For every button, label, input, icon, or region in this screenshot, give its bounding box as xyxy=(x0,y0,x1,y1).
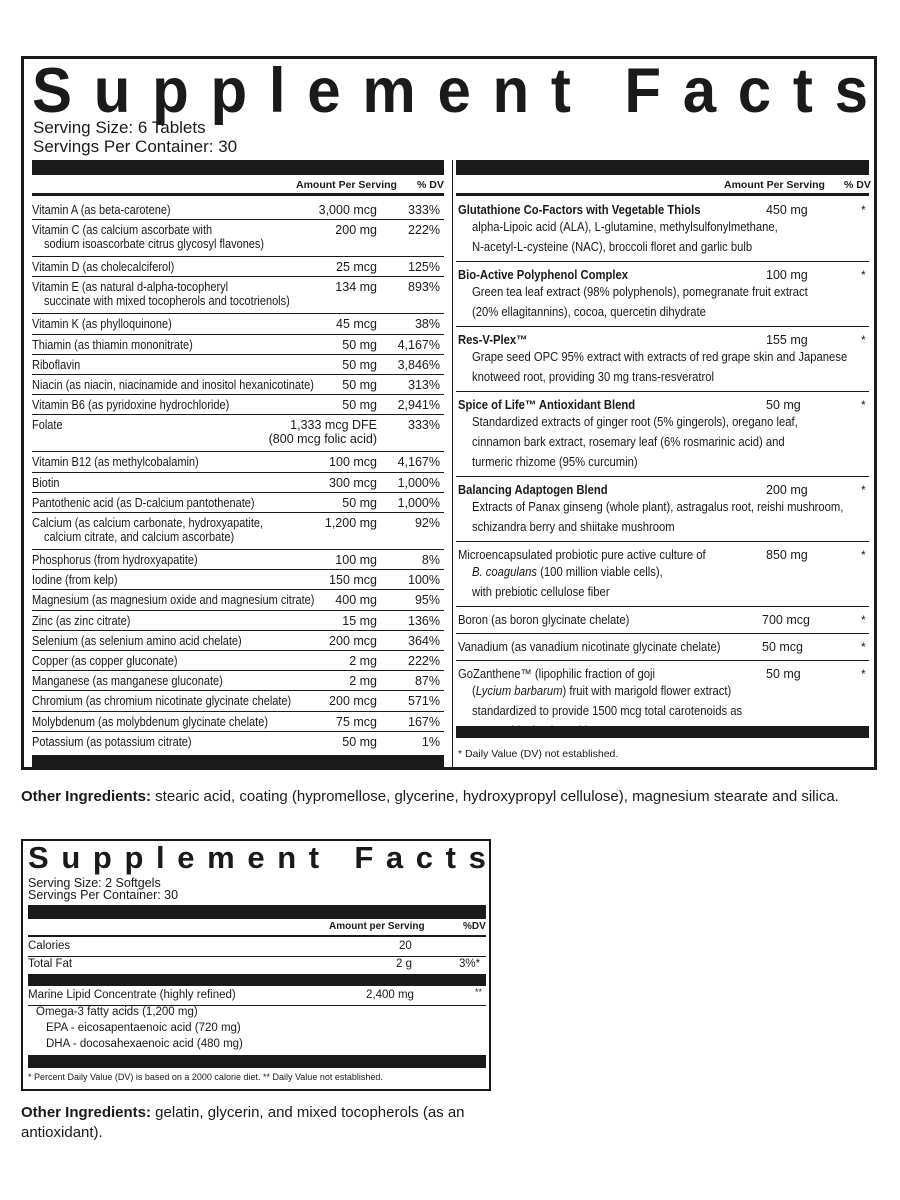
blend-description: cinnamon bark extract, rosemary leaf (6% rosmarinic acid) and xyxy=(472,435,785,449)
blend-dv: * xyxy=(861,333,866,347)
row-divider xyxy=(456,261,869,262)
nutrient-name: Riboflavin xyxy=(32,357,81,372)
nutrient-amount: 200 mcg xyxy=(329,633,377,648)
blend-dv: * xyxy=(861,667,866,681)
blend-name: Bio-Active Polyphenol Complex xyxy=(458,268,629,282)
nutrient-amount: 1,200 mg xyxy=(324,516,377,530)
nutrient-name: Phosphorus (from hydroxyapatite) xyxy=(32,553,198,567)
other-ingredients-text-cont: antioxidant). xyxy=(21,1124,103,1141)
nutrient-name: Niacin (as niacin, niacinamide and inositol hexanicotinate) xyxy=(32,378,314,392)
marine-lipid-value: 2,400 mg xyxy=(366,989,414,1001)
nutrient-amount: 3,000 mcg xyxy=(318,203,377,217)
nutrient-amount: 134 mg xyxy=(335,280,377,295)
title-letter: p xyxy=(124,840,144,875)
title-letter: u xyxy=(93,55,131,126)
nutrient-name: Pantothenic acid (as D-calcium pantothenate) xyxy=(32,495,255,510)
title-letter: e xyxy=(437,55,471,126)
blend-dv: * xyxy=(861,203,866,217)
blend-amount: 200 mg xyxy=(766,483,808,497)
title-letter: s xyxy=(468,840,486,875)
title-letter: e xyxy=(177,840,195,875)
calories-value: 20 xyxy=(399,940,412,952)
serving-size: Serving Size: 2 Softgels xyxy=(28,876,161,890)
blend-dv: * xyxy=(861,640,866,654)
row-divider xyxy=(32,670,444,671)
title-letter: t xyxy=(792,55,813,126)
nutrient-amount: 45 mcg xyxy=(336,317,377,332)
title-letter: m xyxy=(362,55,416,126)
other-ingredients-label: Other Ingredients: xyxy=(21,1104,152,1121)
footer-bar xyxy=(28,1055,486,1068)
row-divider xyxy=(28,956,486,957)
nutrient-name: Vitamin D (as cholecalciferol) xyxy=(32,260,175,275)
nutrient-dv: 1,000% xyxy=(397,495,440,510)
title-letter: F xyxy=(624,55,661,126)
title-letter: s xyxy=(834,55,868,126)
blend-description: with prebiotic cellulose fiber xyxy=(472,585,610,599)
nutrient-name: Manganese (as manganese gluconate) xyxy=(32,674,223,689)
header-rule-right xyxy=(456,193,869,196)
left-dv-header: % DV xyxy=(417,179,444,191)
row-divider xyxy=(32,276,444,277)
row-divider xyxy=(32,451,444,452)
blend-amount: 850 mg xyxy=(766,548,808,562)
nutrient-amount: 50 mg xyxy=(342,357,377,372)
header-bar-right xyxy=(456,160,869,175)
blend-description: knotweed root, providing 30 mg trans-resveratrol xyxy=(472,370,715,384)
nutrient-amount: 100 mcg xyxy=(329,455,377,470)
title-letter: t xyxy=(308,840,320,875)
nutrient-dv: 100% xyxy=(408,573,440,588)
title-letter: p xyxy=(152,55,189,126)
nutrient-dv: 167% xyxy=(408,714,440,729)
row-divider xyxy=(32,589,444,590)
title-letter: c xyxy=(415,840,434,875)
nutrient-dv: 333% xyxy=(408,418,440,433)
nutrient-name: Vitamin C (as calcium ascorbate with xyxy=(32,223,213,238)
header-bar-left xyxy=(32,160,444,175)
title-letter: a xyxy=(682,55,717,126)
row-divider xyxy=(32,472,444,473)
blend-description: (20% ellagitannins), cocoa, quercetin dihydrate xyxy=(472,305,706,319)
row-divider xyxy=(456,606,869,607)
nutrient-name-cont: calcium citrate, and calcium ascorbate) xyxy=(44,530,235,544)
row-divider xyxy=(32,334,444,335)
row-divider xyxy=(32,711,444,712)
footer-bar-right xyxy=(456,726,869,738)
title-letter: p xyxy=(210,55,248,126)
title-space xyxy=(332,841,342,875)
blend-dv: * xyxy=(861,548,866,562)
species-name: B. coagulans xyxy=(472,565,538,579)
blend-amount: 50 mcg xyxy=(762,640,803,654)
nutrient-amount: 50 mg xyxy=(342,734,377,749)
blend-name: Spice of Life™ Antioxidant Blend xyxy=(458,398,636,412)
blend-description: (Lycium barbarum) fruit with marigold flower extract) xyxy=(472,684,732,698)
blend-description: alpha-Lipoic acid (ALA), L-glutamine, methylsulfonylmethane, xyxy=(472,220,778,234)
nutrient-name: Potassium (as potassium citrate) xyxy=(32,734,192,749)
nutrient-amount: 50 mg xyxy=(342,378,377,392)
nutrient-amount: 200 mcg xyxy=(329,694,377,709)
title-letter: n xyxy=(277,840,297,875)
blend-amount: 100 mg xyxy=(766,268,808,282)
nutrient-name: Zinc (as zinc citrate) xyxy=(32,613,131,628)
row-divider xyxy=(456,476,869,477)
footnote: * Daily Value (DV) not established. xyxy=(458,748,619,760)
nutrient-name: Vitamin B12 (as methylcobalamin) xyxy=(32,455,199,470)
nutrient-amount: 50 mg xyxy=(342,337,377,352)
nutrient-name: Folate xyxy=(32,418,63,433)
column-divider xyxy=(452,160,453,770)
title-letter: u xyxy=(61,840,81,875)
nutrient-dv: 1,000% xyxy=(397,475,440,490)
nutrient-name: Vitamin K (as phylloquinone) xyxy=(32,317,172,332)
omega-3-line: Omega-3 fatty acids (1,200 mg) xyxy=(36,1006,198,1018)
row-divider xyxy=(32,374,444,375)
blend-amount: 700 mcg xyxy=(762,613,810,627)
nutrient-dv: 4,167% xyxy=(397,337,440,352)
row-divider xyxy=(32,549,444,550)
servings-per-container: Servings Per Container: 30 xyxy=(28,888,179,902)
nutrient-name: Molybdenum (as molybdenum glycinate chelate) xyxy=(32,714,269,729)
panel-title xyxy=(28,841,486,875)
servings-per-container: Servings Per Container: 30 xyxy=(33,137,238,156)
blend-description: N-acetyl-L-cysteine (NAC), broccoli floret and garlic bulb xyxy=(472,240,753,254)
nutrient-amount: 15 mg xyxy=(342,613,377,628)
blend-dv: * xyxy=(861,613,866,627)
title-letter: p xyxy=(92,840,112,875)
nutrient-dv: 2,941% xyxy=(397,398,440,413)
nutrient-dv: 87% xyxy=(414,674,440,689)
nutrient-name-cont: sodium isoascorbate citrus glycosyl flavones) xyxy=(44,237,265,252)
title-letter: l xyxy=(268,55,286,126)
nutrient-amount: 400 mg xyxy=(335,593,377,608)
title-letter: e xyxy=(307,55,341,126)
header-rule-left xyxy=(32,193,444,196)
nutrient-dv: 1% xyxy=(421,734,440,749)
nutrient-dv: 313% xyxy=(408,378,440,392)
nutrient-amount: 100 mg xyxy=(335,553,377,567)
calories-label: Calories xyxy=(28,940,71,952)
row-divider xyxy=(32,569,444,570)
amount-header: Amount per Serving xyxy=(329,921,425,932)
row-divider xyxy=(456,541,869,542)
total-fat-value: 2 g xyxy=(396,958,412,970)
row-divider xyxy=(456,326,869,327)
nutrient-dv: 38% xyxy=(414,317,440,332)
row-divider xyxy=(32,256,444,257)
nutrient-dv: 125% xyxy=(408,260,440,275)
blend-description: Grape seed OPC 95% extract with extracts of red grape skin and Japanese xyxy=(472,350,848,364)
nutrient-name: Calcium (as calcium carbonate, hydroxyapatite, xyxy=(32,516,264,530)
title-letter: n xyxy=(492,55,530,126)
row-divider xyxy=(32,731,444,732)
blend-amount: 450 mg xyxy=(766,203,808,217)
epa-line: EPA - eicosapentaenoic acid (720 mg) xyxy=(46,1022,241,1034)
marine-lipid-dv: ** xyxy=(475,987,483,997)
row-divider xyxy=(32,394,444,395)
nutrient-dv: 8% xyxy=(421,553,440,567)
blend-description: Extracts of Panax ginseng (whole plant), astragalus root, reishi mushroom, xyxy=(472,500,844,514)
row-divider xyxy=(32,650,444,651)
title-letter: F xyxy=(354,840,374,875)
total-fat-dv: 3%* xyxy=(459,958,481,970)
blend-description: turmeric rhizome (95% curcumin) xyxy=(472,455,638,469)
nutrient-name: Copper (as copper gluconate) xyxy=(32,654,178,668)
nutrient-dv: 571% xyxy=(408,694,440,709)
title-letter: e xyxy=(247,840,265,875)
blend-dv: * xyxy=(861,268,866,282)
nutrient-dv: 95% xyxy=(414,593,440,608)
nutrient-amount: 75 mcg xyxy=(336,714,377,729)
row-divider xyxy=(32,414,444,415)
footer-bar-left xyxy=(32,755,444,767)
other-ingredients-tablets xyxy=(21,788,839,805)
supplement-facts-panel-softgels xyxy=(21,839,491,1091)
title-letter: a xyxy=(385,840,404,875)
nutrient-dv: 222% xyxy=(408,223,440,238)
dha-line: DHA - docosahexaenoic acid (480 mg) xyxy=(46,1038,243,1050)
nutrient-dv: 222% xyxy=(408,654,440,668)
species-name: Lycium barbarum xyxy=(475,684,563,698)
title-letter: c xyxy=(737,55,772,126)
nutrient-amount: 2 mg xyxy=(349,654,377,668)
blend-name: Res-V-Plex™ xyxy=(458,333,528,347)
nutrient-name: Selenium (as selenium amino acid chelate) xyxy=(32,633,242,648)
header-bar xyxy=(28,905,486,919)
row-divider xyxy=(32,512,444,513)
blend-amount: 50 mg xyxy=(766,398,801,412)
blend-name: Balancing Adaptogen Blend xyxy=(458,483,608,497)
row-divider xyxy=(32,219,444,220)
title-letter: t xyxy=(445,840,456,875)
blend-name: Glutathione Co-Factors with Vegetable Thiols xyxy=(458,203,701,217)
supplement-facts-panel-tablets xyxy=(21,56,877,770)
row-divider xyxy=(32,492,444,493)
row-divider xyxy=(32,313,444,314)
nutrient-amount: 300 mcg xyxy=(329,475,377,490)
title-letter: S xyxy=(32,55,73,126)
total-fat-label: Total Fat xyxy=(28,958,73,970)
row-divider xyxy=(32,630,444,631)
row-divider xyxy=(32,354,444,355)
right-dv-header: % DV xyxy=(844,179,871,191)
blend-description: schizandra berry and shiitake mushroom xyxy=(472,520,675,534)
nutrient-dv: 92% xyxy=(414,516,440,530)
nutrient-dv: 3,846% xyxy=(397,357,440,372)
nutrient-dv: 364% xyxy=(408,633,440,648)
nutrient-amount: 25 mcg xyxy=(336,260,377,275)
nutrient-name: Vitamin B6 (as pyridoxine hydrochloride) xyxy=(32,398,230,413)
nutrient-amount: 50 mg xyxy=(342,398,377,413)
marine-lipid-label: Marine Lipid Concentrate (highly refined) xyxy=(28,989,236,1001)
row-divider xyxy=(456,660,869,661)
right-amount-header: Amount Per Serving xyxy=(724,179,825,191)
left-amount-header: Amount Per Serving xyxy=(296,179,397,191)
blend-dv: * xyxy=(861,398,866,412)
other-ingredients-softgels xyxy=(21,1103,465,1143)
blend-description: Green tea leaf extract (98% polyphenols), pomegranate fruit extract xyxy=(472,285,808,299)
nutrient-name: Iodine (from kelp) xyxy=(32,573,118,588)
nutrient-name: Vitamin E (as natural d-alpha-tocopheryl xyxy=(32,280,229,295)
title-letter: t xyxy=(550,55,571,126)
nutrient-name: Chromium (as chromium nicotinate glycinate chelate) xyxy=(32,694,292,709)
blend-description: B. coagulans (100 million viable cells), xyxy=(472,565,663,579)
blend-amount: 155 mg xyxy=(766,333,808,347)
blend-description: Standardized extracts of ginger root (5% gingerols), oregano leaf, xyxy=(472,415,798,429)
nutrient-amount-cont: (800 mcg folic acid) xyxy=(268,432,377,447)
serving-size: Serving Size: 6 Tablets xyxy=(33,118,206,137)
nutrient-amount: 50 mg xyxy=(342,495,377,510)
blend-amount: 50 mg xyxy=(766,667,801,681)
title-letter: l xyxy=(156,840,165,875)
nutrient-name: Biotin xyxy=(32,475,60,490)
nutrient-name: Magnesium (as magnesium oxide and magnesium citrate) xyxy=(32,593,315,608)
nutrient-amount: 1,333 mcg DFE xyxy=(290,418,377,433)
other-ingredients-label: Other Ingredients: xyxy=(21,788,152,805)
blend-name: Microencapsulated probiotic pure active culture of xyxy=(458,548,706,562)
panel-title xyxy=(32,57,868,124)
nutrient-amount: 200 mg xyxy=(335,223,377,238)
row-divider xyxy=(32,690,444,691)
other-ingredients-text: gelatin, glycerin, and mixed tocopherols (as an xyxy=(151,1104,465,1121)
blend-name: Boron (as boron glycinate chelate) xyxy=(458,613,630,627)
nutrient-amount: 2 mg xyxy=(349,674,377,689)
row-divider xyxy=(456,633,869,634)
nutrient-dv: 136% xyxy=(408,613,440,628)
nutrient-dv: 4,167% xyxy=(397,455,440,470)
title-space xyxy=(593,57,603,124)
title-letter: S xyxy=(28,840,49,875)
nutrient-amount: 150 mcg xyxy=(329,573,377,588)
row-divider xyxy=(456,391,869,392)
title-letter: m xyxy=(207,840,235,875)
nutrient-name: Thiamin (as thiamin mononitrate) xyxy=(32,337,193,352)
dv-header: %DV xyxy=(463,921,486,932)
mid-bar xyxy=(28,974,486,986)
blend-dv: * xyxy=(861,483,866,497)
header-rule xyxy=(28,935,486,937)
nutrient-dv: 893% xyxy=(408,280,440,295)
footnote: * Percent Daily Value (DV) is based on a 2000 calorie diet. ** Daily Value not established. xyxy=(28,1072,383,1082)
blend-name: Vanadium (as vanadium nicotinate glycinate chelate) xyxy=(458,640,721,654)
nutrient-name-cont: succinate with mixed tocopherols and tocotrienols) xyxy=(44,294,290,309)
blend-name: GoZanthene™ (lipophilic fraction of goji xyxy=(458,667,655,681)
nutrient-name: Vitamin A (as beta-carotene) xyxy=(32,203,171,217)
blend-description: standardized to provide 1500 mcg total carotenoids as xyxy=(472,704,743,718)
row-divider xyxy=(32,610,444,611)
other-ingredients-text: stearic acid, coating (hypromellose, glycerine, hydroxypropyl cellulose), magnesium stearate and silica. xyxy=(151,788,839,805)
nutrient-dv: 333% xyxy=(408,203,440,217)
